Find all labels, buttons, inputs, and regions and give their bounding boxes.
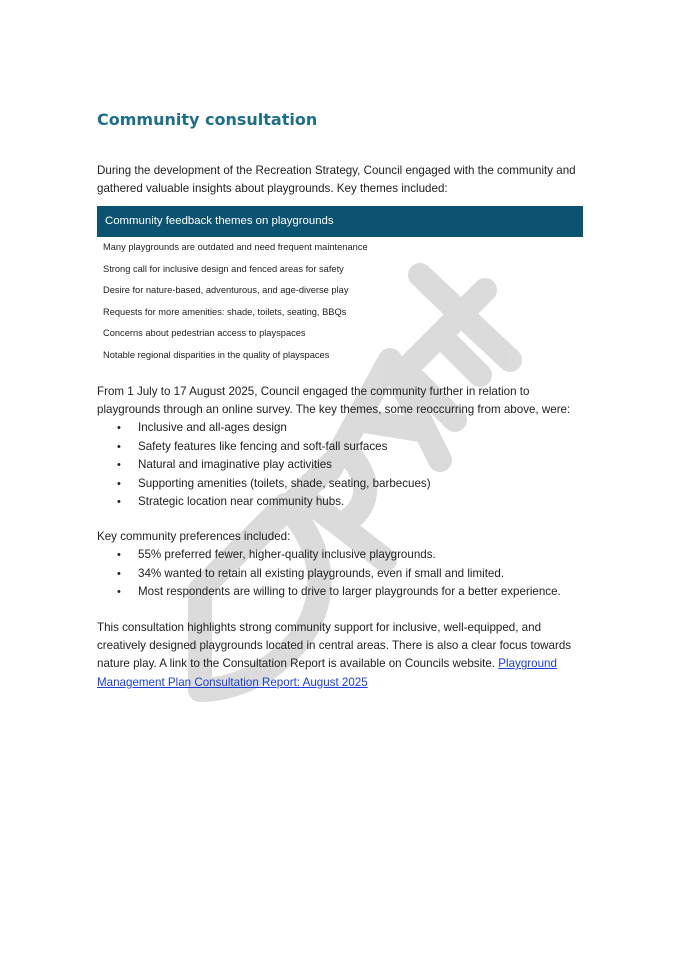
list-item xyxy=(97,419,587,437)
conclusion-text: This consultation highlights strong community support for inclusive, well-equipped, and creatively designed playgrounds located in central areas. There is also a clear focus towards nature play. A link to the Consultation Report is available on Councils website. xyxy=(97,621,572,671)
list-item-text: Strategic location near community hubs. xyxy=(138,494,345,508)
survey-intro: From 1 July to 17 August 2025, Council engaged the community further in relation to playgrounds through an online survey. The key themes, some reoccurring from above, were: xyxy=(97,385,571,417)
list-item-text: 34% wanted to retain all existing playgrounds, even if small and limited. xyxy=(138,566,505,580)
list-item xyxy=(97,438,587,456)
list-item xyxy=(97,493,587,511)
feedback-themes-table xyxy=(97,206,583,367)
list-item-text: Safety features like fencing and soft-fall surfaces xyxy=(138,439,388,453)
table-row: Requests for more amenities: shade, toilets, seating, BBQs xyxy=(103,306,347,317)
survey-themes-list xyxy=(97,419,587,511)
table-row: Strong call for inclusive design and fenced areas for safety xyxy=(103,263,344,274)
bullet-icon: • xyxy=(117,585,121,598)
preferences-section xyxy=(97,528,587,601)
list-item-text: 55% preferred fewer, higher-quality inclusive playgrounds. xyxy=(138,548,436,562)
list-item xyxy=(97,475,587,493)
bullet-icon: • xyxy=(117,549,121,562)
table-header: Community feedback themes on playgrounds xyxy=(97,206,583,237)
table-body xyxy=(97,237,583,367)
list-item xyxy=(97,565,587,583)
bullet-icon: • xyxy=(117,567,121,580)
bullet-icon: • xyxy=(117,422,121,435)
bullet-icon: • xyxy=(117,495,121,508)
list-item xyxy=(97,456,587,474)
bullet-icon: • xyxy=(117,440,121,453)
consultation-report-link[interactable]: Playground Management Plan Consultation Report: August 2025 xyxy=(97,657,557,689)
bullet-icon: • xyxy=(117,459,121,472)
list-item-text: Natural and imaginative play activities xyxy=(138,458,332,472)
list-item-text: Inclusive and all-ages design xyxy=(138,421,287,435)
table-row: Notable regional disparities in the quality of playspaces xyxy=(103,349,330,360)
survey-section xyxy=(97,383,587,511)
table-row: Concerns about pedestrian access to playspaces xyxy=(103,328,306,339)
page-title: Community consultation xyxy=(97,110,318,129)
table-row: Desire for nature-based, adventurous, and age-diverse play xyxy=(103,285,349,296)
bullet-icon: • xyxy=(117,477,121,490)
conclusion-paragraph xyxy=(97,619,587,692)
preferences-intro: Key community preferences included: xyxy=(97,530,291,543)
table-row: Many playgrounds are outdated and need frequent maintenance xyxy=(103,242,368,252)
list-item-text: Supporting amenities (toilets, shade, seating, barbecues) xyxy=(138,476,431,490)
list-item-text: Most respondents are willing to drive to larger playgrounds for a better experience. xyxy=(138,584,561,598)
intro-paragraph: During the development of the Recreation Strategy, Council engaged with the community and gathered valuable insights about playgrounds. Key themes included: xyxy=(97,164,576,196)
preferences-list xyxy=(97,546,587,601)
list-item xyxy=(97,546,587,564)
list-item xyxy=(97,583,587,601)
